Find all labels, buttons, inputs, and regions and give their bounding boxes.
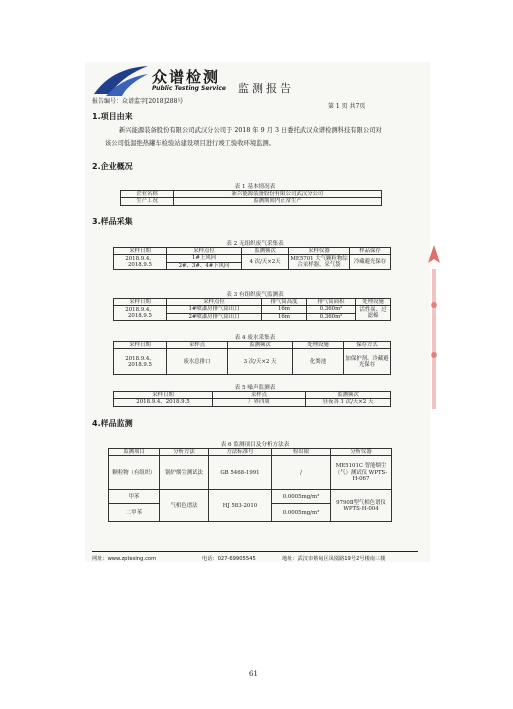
table-header-row: 监测项目 分析方法 方法标准号 检出限 分析仪器: [109, 449, 392, 456]
page-number: 61: [249, 670, 258, 678]
footer-website: 网址：www.zptesing.com: [92, 556, 157, 562]
table-header-row: 采样日期 采样点 监测频次: [114, 392, 391, 399]
table-row: 2#喷漆房排气筒出口 16m 0.360m²: [114, 313, 391, 320]
report-title: 监测报告: [238, 82, 294, 95]
table-2-caption: 表 2 无组织废气采集表: [226, 241, 284, 247]
table-5-caption: 表 5 噪声监测表: [234, 385, 276, 391]
report-number: 报告编号：众谱监字[2018]288号: [92, 98, 184, 105]
table-row: 企业名称 新兴能源装备股份有限公司武汉分公司: [121, 191, 382, 198]
table-6: [108, 448, 392, 522]
table-3: [113, 298, 391, 321]
table-4-caption: 表 4 废水采集表: [234, 335, 276, 341]
company-logo: [92, 64, 150, 98]
table-row: 2#、3#、4#下风向: [114, 262, 391, 269]
section-3-heading: 3.样品采集: [92, 217, 133, 226]
table-row: 2018.9.4、2018.9.5 1#喷漆房排气筒出口 16m 0.360m² 活性炭、过滤棉: [114, 306, 391, 313]
table-1: [120, 190, 382, 206]
brand-english: Public Testing Service: [152, 85, 226, 92]
section-2-heading: 2.企业概况: [92, 162, 133, 171]
table-row: 颗粒物（有组织） 锅炉烟尘测试法 GB 5468-1991 / ME5101C 智能烟尘（气）测试仪 WPTS-H-067: [109, 456, 392, 490]
brand-name: 众谱检测: [152, 68, 221, 86]
page-footer: [92, 551, 418, 562]
seal-stamp-mark: [425, 245, 443, 415]
footer-phone: 电话：027-69905545: [202, 556, 256, 562]
footer-address: 地址：武汉市蔡甸区凤凰路19号2号楼南三楼: [282, 556, 386, 562]
table-row: 二甲苯 0.0005mg/m³: [109, 504, 392, 522]
table-2: [113, 247, 391, 270]
table-1-caption: 表 1 基本情况表: [234, 184, 276, 190]
table-row: 生产工况 监测期间内正常生产: [121, 198, 382, 205]
table-4: [113, 341, 391, 375]
page-indicator: 第 1 页 共7页: [328, 103, 366, 110]
table-5: [113, 391, 391, 407]
section-1-paragraph: 新兴能源装备股份有限公司武汉分公司于 2018 年 9 月 3 日委托武汉众谱检测科技有限公司对该公司低温绝热罐车检验站建设项目进行竣工验收环境监测。: [105, 127, 382, 147]
section-1-heading: 1.项目由来: [92, 112, 133, 121]
table-row: 2018.9.4、2018.9.5 厂界四周 昼夜各 1 次/天×2 天: [114, 399, 391, 406]
table-row: 2018.9.4、2018.9.5 废水总排口 3 次/天×2 天 化粪池 加保护剂、冷藏避光保存: [114, 349, 391, 375]
table-row: 甲苯 气相色谱法 HJ 583-2010 0.0005mg/m³ 9790Ⅱ型气相色谱仪 WPTS-H-004: [109, 490, 392, 504]
table-3-caption: 表 3 有组织废气监测表: [226, 292, 284, 298]
table-6-caption: 表 6 监测项目及分析方法表: [220, 442, 290, 448]
section-4-heading: 4.样品监测: [92, 419, 133, 428]
table-row: 2018.9.4、2018.9.5 1#上风向 4 次/天×2天 ME5701 大气颗粒物综合采样器、采气袋 冷藏避光保存: [114, 255, 391, 262]
table-header-row: 采样日期 采样点位 排气筒高度 排气筒面积 处理设施: [114, 299, 391, 306]
table-header-row: 采样日期 采样点位 监测频次 采样仪器 样品保存: [114, 248, 391, 255]
table-header-row: 采样日期 采样点 监测频次 处理设施 保存方式: [114, 342, 391, 349]
